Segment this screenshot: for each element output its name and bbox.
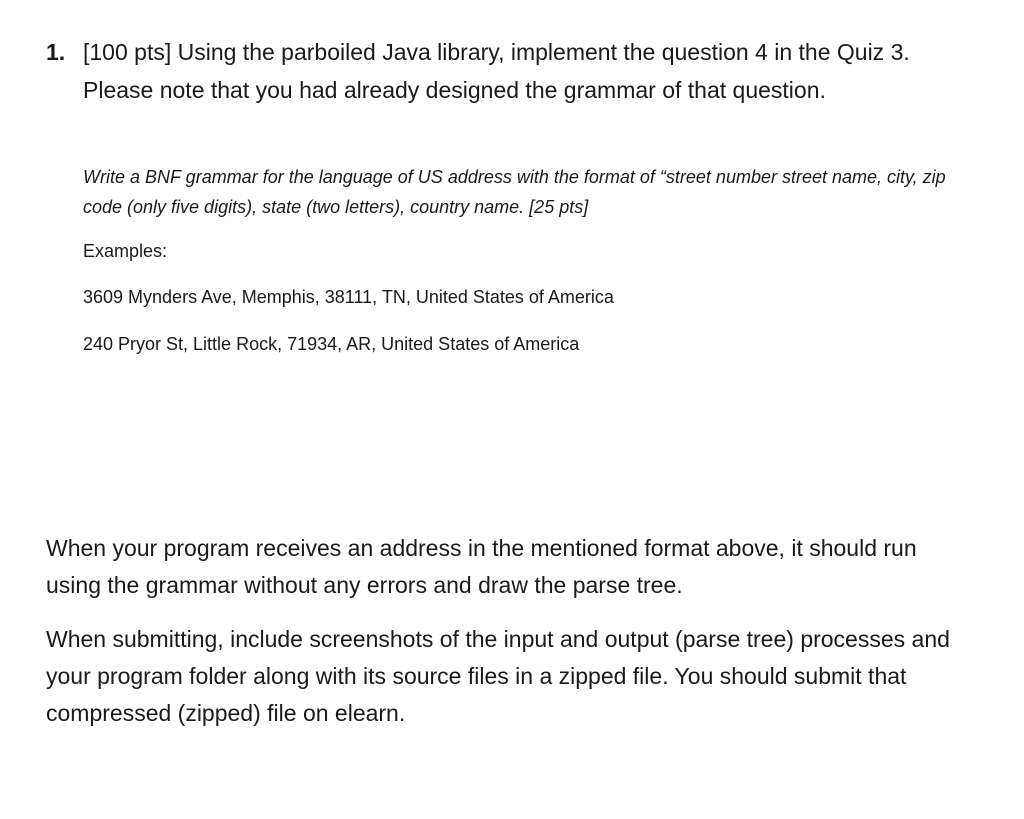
quiz-prompt: Write a BNF grammar for the language of US address with the format of “street number street name, city, zip code (only five digits), state (two letters), country name. [25 pts] xyxy=(83,167,946,217)
question-text: [100 pts] Using the parboiled Java library, implement the question 4 in the Quiz 3. Please note that you had already designed the grammar of that question. xyxy=(83,39,910,103)
examples-label: Examples: xyxy=(83,241,168,261)
question-number: 1. xyxy=(46,39,66,65)
instructions-paragraph: When your program receives an address in the mentioned format above, it should run using the grammar without any errors and draw the parse tree. xyxy=(46,535,917,598)
example-address: 240 Pryor St, Little Rock, 71934, AR, United States of America xyxy=(83,334,580,354)
quiz-excerpt xyxy=(83,162,963,354)
instructions xyxy=(46,530,966,732)
instructions-paragraph: When submitting, include screenshots of the input and output (parse tree) processes and your program folder along with its source files in a zipped file. You should submit that compressed (zipped) file on elearn. xyxy=(46,626,950,726)
example-address: 3609 Mynders Ave, Memphis, 38111, TN, United States of America xyxy=(83,287,614,307)
